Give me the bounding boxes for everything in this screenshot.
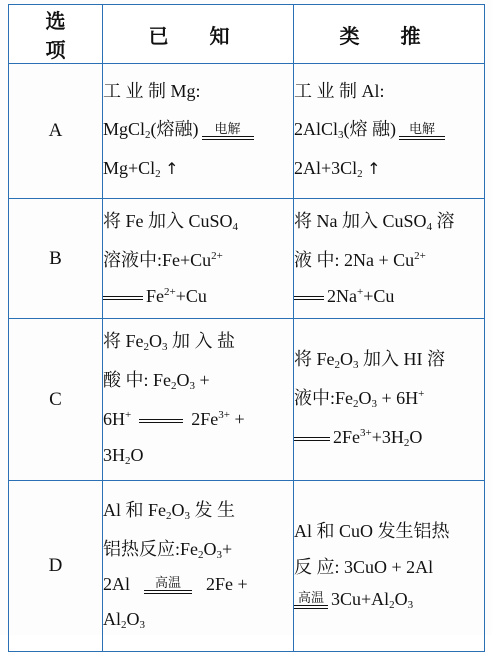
superscript: 3+ xyxy=(360,427,372,439)
superscript: 2+ xyxy=(211,250,223,262)
header-option: 选 项 xyxy=(9,5,103,64)
subscript: 2 xyxy=(403,437,410,449)
text: 6H xyxy=(103,409,125,429)
gas-up-arrow-icon: ↑ xyxy=(367,159,381,178)
subscript: 3 xyxy=(139,619,145,632)
subscript: 3 xyxy=(338,129,344,141)
reaction-arrow xyxy=(399,122,445,140)
text: O xyxy=(149,331,162,351)
known-cell xyxy=(103,319,294,481)
known-cell xyxy=(103,199,294,319)
text: Al xyxy=(103,609,121,630)
subscript: 2 xyxy=(143,341,149,353)
text: + 6H xyxy=(377,388,419,408)
text: 2AlCl xyxy=(294,119,339,139)
table-row xyxy=(9,64,485,199)
superscript: + xyxy=(125,409,132,421)
text: 2Fe xyxy=(191,409,219,429)
header-row xyxy=(9,5,485,64)
analogy-cell xyxy=(294,64,485,199)
text: O xyxy=(130,445,144,465)
text: 2Al+3Cl xyxy=(294,158,358,178)
option-label: A xyxy=(9,64,103,199)
superscript: 2+ xyxy=(164,286,176,298)
superscript: 2+ xyxy=(414,250,426,262)
header-known: 已 知 xyxy=(103,5,294,64)
text: 溶 xyxy=(432,211,455,231)
superscript: 3+ xyxy=(218,409,230,421)
text: 反 应: 3CuO + 2Al xyxy=(294,556,434,577)
text: 2Al xyxy=(103,573,130,594)
text: 液 中: 2Na + Cu xyxy=(294,250,415,270)
superscript: + xyxy=(357,286,364,298)
option-label: B xyxy=(9,199,103,319)
text: + xyxy=(229,409,245,429)
text: +3H xyxy=(371,427,404,447)
subscript: 3 xyxy=(189,380,196,392)
subscript: 2 xyxy=(166,509,172,522)
text: 溶液中:Fe+Cu xyxy=(103,250,212,270)
option-label: C xyxy=(9,319,103,481)
text: 将 Fe xyxy=(103,331,144,351)
text: 2Fe + xyxy=(206,573,248,594)
text: 3Cu+Al xyxy=(331,588,390,609)
condition-label: 高温 xyxy=(154,575,181,591)
text: MgCl xyxy=(103,119,146,139)
analogy-cell xyxy=(294,199,485,319)
subscript: 2 xyxy=(145,129,151,141)
subscript: 4 xyxy=(426,221,433,233)
text: +Cu xyxy=(363,286,395,306)
text: + xyxy=(222,538,233,559)
reaction-equals xyxy=(103,296,143,300)
text: O xyxy=(358,388,372,408)
text: 酸 中: Fe xyxy=(103,370,172,390)
text: 3H xyxy=(103,445,125,465)
table-row xyxy=(9,319,485,481)
table-row xyxy=(9,199,485,319)
subscript: 3 xyxy=(407,598,414,611)
text: 发 生 xyxy=(190,499,235,520)
text: 2Na xyxy=(327,286,357,306)
text: +Cu xyxy=(175,286,207,306)
condition-label: 电解 xyxy=(409,120,436,136)
analogy-table xyxy=(8,4,485,652)
option-label: D xyxy=(9,481,103,652)
subscript: 2 xyxy=(155,168,161,180)
reaction-equals xyxy=(294,437,330,441)
known-cell xyxy=(103,481,294,652)
text: O xyxy=(176,370,190,390)
subscript: 3 xyxy=(353,359,359,371)
text: 将 Fe 加入 CuSO xyxy=(103,211,233,231)
subscript: 2 xyxy=(198,548,204,561)
subscript: 2 xyxy=(171,380,177,392)
header-analogy: 类 推 xyxy=(294,5,485,64)
subscript: 3 xyxy=(216,548,223,561)
text: 加 入 盐 xyxy=(167,331,235,351)
subscript: 2 xyxy=(121,619,127,632)
text: O xyxy=(171,499,185,520)
reaction-equals xyxy=(139,419,183,423)
text: O xyxy=(394,588,408,609)
analogy-cell xyxy=(294,319,485,481)
text: Mg+Cl xyxy=(103,158,156,178)
text: O xyxy=(409,427,423,447)
text: 液中:Fe xyxy=(294,388,354,408)
text: Al 和 CuO 发生铝热 xyxy=(294,520,450,541)
subscript: 2 xyxy=(334,359,340,371)
subscript: 2 xyxy=(389,598,395,611)
table-row xyxy=(9,481,485,652)
reaction-equals xyxy=(294,296,324,300)
text: 将 Fe xyxy=(294,349,335,369)
text: O xyxy=(340,349,353,369)
text: 工 业 制 Mg: xyxy=(103,81,201,101)
gas-up-arrow-icon: ↑ xyxy=(165,159,179,178)
text: (熔融) xyxy=(150,119,199,139)
subscript: 4 xyxy=(232,221,239,233)
known-cell xyxy=(103,64,294,199)
subscript: 3 xyxy=(371,398,378,410)
subscript: 3 xyxy=(184,509,190,522)
text: O xyxy=(126,609,140,630)
condition-label: 电解 xyxy=(214,120,241,136)
text: 将 Na 加入 CuSO xyxy=(294,211,427,231)
text: Al 和 Fe xyxy=(103,499,166,520)
text: (熔 融) xyxy=(343,119,397,139)
text: 加入 HI 溶 xyxy=(358,349,445,369)
reaction-arrow xyxy=(202,122,254,140)
text: + xyxy=(195,370,210,390)
subscript: 3 xyxy=(162,341,168,353)
subscript: 2 xyxy=(353,398,359,410)
superscript: + xyxy=(418,388,425,400)
reaction-arrow xyxy=(144,576,192,594)
text: O xyxy=(203,538,217,559)
subscript: 2 xyxy=(357,168,363,180)
text: 工 业 制 Al: xyxy=(294,81,385,101)
text: Fe xyxy=(146,286,164,306)
text: 2Fe xyxy=(333,427,360,447)
analogy-cell xyxy=(294,481,485,652)
reaction-arrow xyxy=(294,591,328,609)
text: 铝热反应:Fe xyxy=(103,538,199,559)
condition-label: 高温 xyxy=(297,590,324,606)
subscript: 2 xyxy=(125,455,131,467)
